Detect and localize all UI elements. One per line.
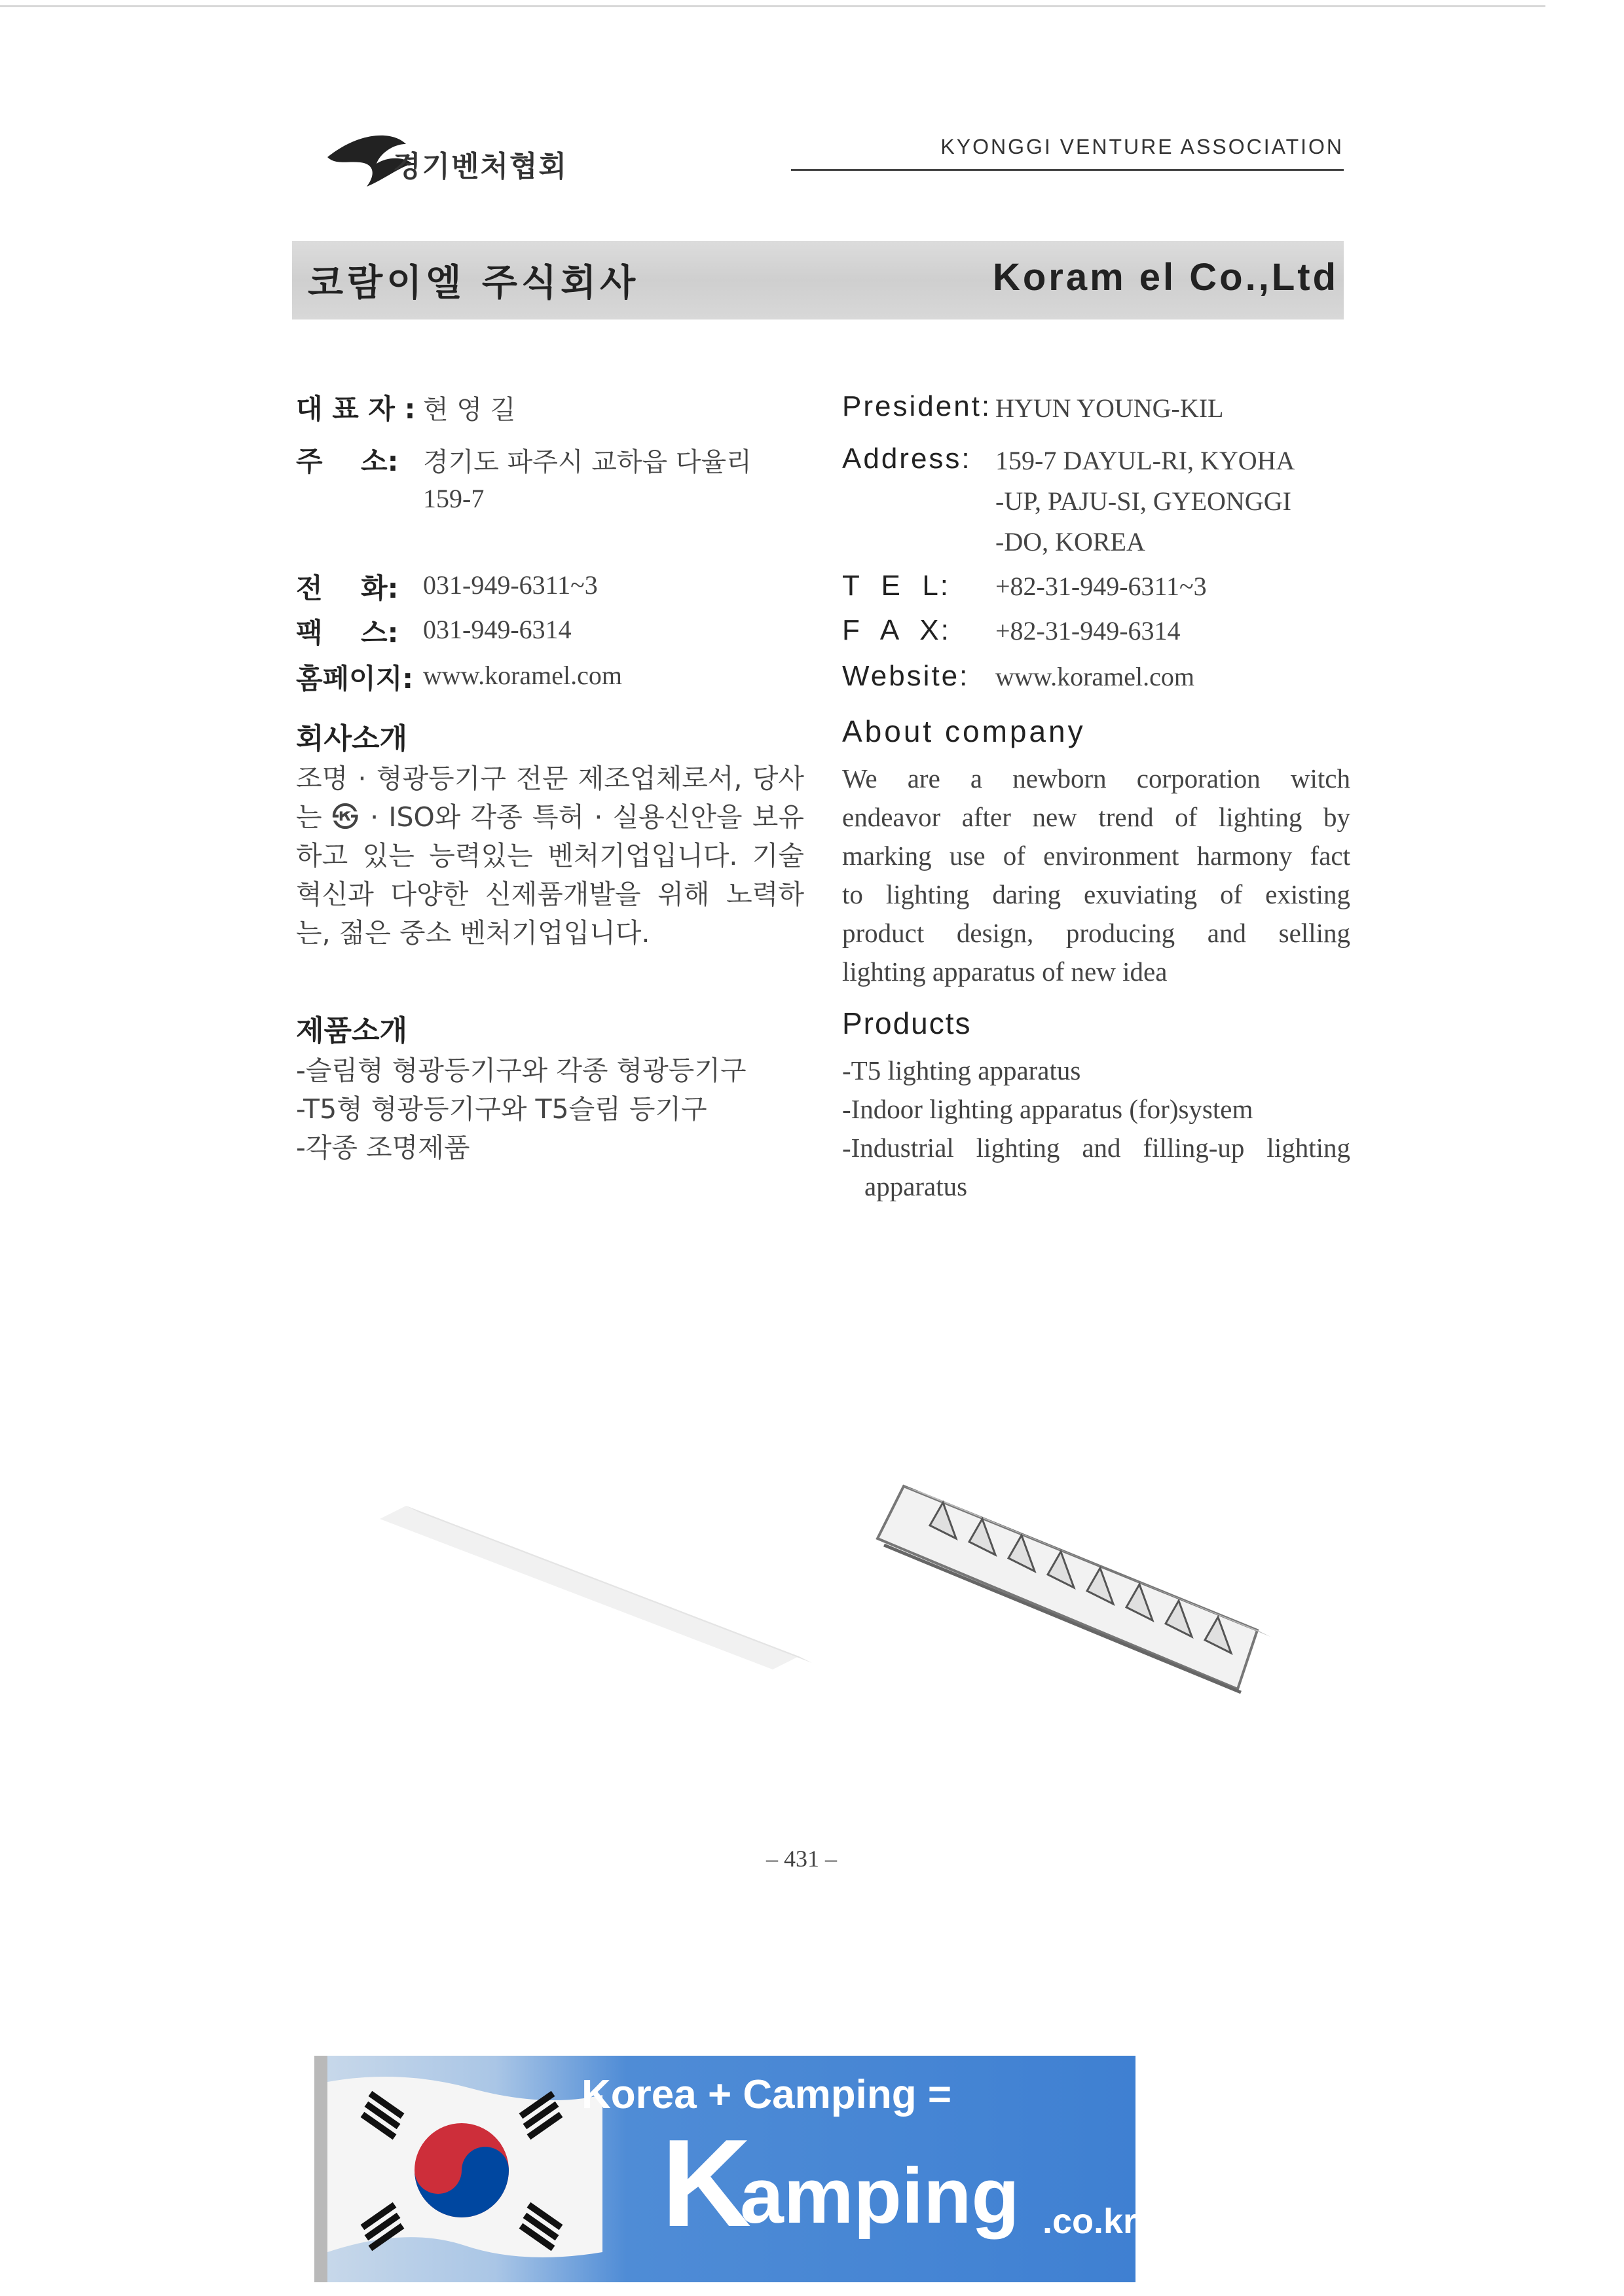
fax-label-en: F A X: bbox=[842, 614, 951, 646]
president-value-en: HYUN YOUNG-KIL bbox=[995, 393, 1224, 423]
about-line-en: endeavor after new trend of lighting by bbox=[842, 802, 1350, 832]
tel-label-en: T E L: bbox=[842, 570, 951, 602]
product-item-ko: -각종 조명제품 bbox=[296, 1132, 470, 1163]
about-line-ko: 조명 · 형광등기구 전문 제조업체로서, 당사 bbox=[296, 763, 804, 794]
president-value-ko: 현 영 길 bbox=[423, 395, 516, 425]
fax-label-ko: 팩 스: bbox=[296, 617, 399, 649]
homepage-label-ko: 홈페이지: bbox=[296, 663, 414, 695]
address-value-ko-2: 159-7 bbox=[423, 484, 485, 513]
banner-logo-tld: .co.kr bbox=[1043, 2202, 1137, 2241]
address-value-en-2: -UP, PAJU-SI, GYEONGGI bbox=[995, 486, 1291, 516]
address-value-en: 159-7 DAYUL-RI, KYOHA bbox=[995, 446, 1295, 475]
slim-fixture-image bbox=[380, 1506, 812, 1669]
fax-value-en: +82-31-949-6314 bbox=[995, 616, 1181, 646]
about-line-en: lighting apparatus of new idea bbox=[842, 957, 1168, 987]
products-list-en bbox=[842, 1051, 1350, 1206]
website-value-en[interactable]: www.koramel.com bbox=[995, 662, 1194, 691]
product-item-en: -T5 lighting apparatus bbox=[842, 1055, 1081, 1085]
about-line-en: We are a newborn corporation witch bbox=[842, 763, 1350, 793]
product-item-ko: -T5형 형광등기구와 T5슬림 등기구 bbox=[296, 1093, 707, 1125]
product-item-ko: -슬림형 형광등기구와 각종 형광등기구 bbox=[296, 1055, 747, 1086]
product-item-en: apparatus bbox=[864, 1171, 968, 1201]
about-line-ko: 하고 있는 능력있는 벤처기업입니다. 기술 bbox=[296, 840, 804, 871]
banner-logo-k: K bbox=[661, 2114, 752, 2253]
products-list-ko bbox=[296, 1051, 804, 1167]
tel-value-en: +82-31-949-6311~3 bbox=[995, 572, 1207, 601]
phone-value-ko: 031-949-6311~3 bbox=[423, 570, 598, 600]
top-rule bbox=[0, 5, 1545, 7]
banner-tagline: Korea + Camping = bbox=[581, 2072, 952, 2117]
about-line-ko: 는, 젊은 중소 벤처기업입니다. bbox=[296, 917, 650, 949]
company-name-english: Koram el Co.,Ltd bbox=[992, 256, 1338, 299]
about-heading-ko: 회사소개 bbox=[296, 722, 408, 756]
products-heading-ko: 제품소개 bbox=[296, 1014, 408, 1048]
address-label-en: Address: bbox=[842, 443, 972, 475]
about-heading-en: About company bbox=[842, 714, 1086, 748]
about-body-en bbox=[842, 759, 1350, 991]
website-label-en: Website: bbox=[842, 660, 970, 692]
homepage-value-ko[interactable]: www.koramel.com bbox=[423, 661, 622, 690]
association-name: KYONGGI VENTURE ASSOCIATION bbox=[940, 135, 1344, 158]
fax-value-ko: 031-949-6314 bbox=[423, 615, 572, 644]
address-value-en-3: -DO, KOREA bbox=[995, 527, 1145, 556]
phone-label-ko: 전 화: bbox=[296, 572, 399, 604]
president-label-ko: 대 표 자 : bbox=[296, 393, 416, 425]
address-label-ko: 주 소: bbox=[296, 445, 399, 477]
products-heading-en: Products bbox=[842, 1006, 972, 1040]
about-line-ko: 는 ㉿ · ISO와 각종 특허 · 실용신안을 보유 bbox=[296, 801, 804, 833]
about-line-ko: 혁신과 다양한 신제품개발을 위해 노력하 bbox=[296, 879, 804, 910]
header-rule bbox=[791, 169, 1344, 171]
korean-flag-icon bbox=[327, 2069, 602, 2265]
address-value-ko: 경기도 파주시 교하읍 다율리 bbox=[423, 447, 752, 477]
about-line-en: to lighting daring exuviating of existing bbox=[842, 879, 1350, 909]
about-line-en: marking use of environment harmony fact bbox=[842, 841, 1350, 871]
page-number: – 431 – bbox=[766, 1846, 837, 1872]
light-fixture-photo bbox=[367, 1440, 1323, 1728]
company-name-korean: 코람이엘 주식회사 bbox=[308, 262, 640, 304]
banner-logo-amping: amping bbox=[740, 2152, 1020, 2240]
flag-pole bbox=[314, 2056, 327, 2282]
about-line-en: product design, producing and selling bbox=[842, 918, 1350, 948]
product-item-en: -Industrial lighting and filling-up lighting bbox=[842, 1133, 1350, 1163]
association-logo-text: 경기벤처협회 bbox=[393, 150, 568, 183]
product-item-en: -Indoor lighting apparatus (for)system bbox=[842, 1094, 1253, 1124]
louver-fixture-image bbox=[877, 1486, 1270, 1692]
about-body-ko bbox=[296, 759, 804, 953]
president-label-en: President: bbox=[842, 390, 992, 422]
